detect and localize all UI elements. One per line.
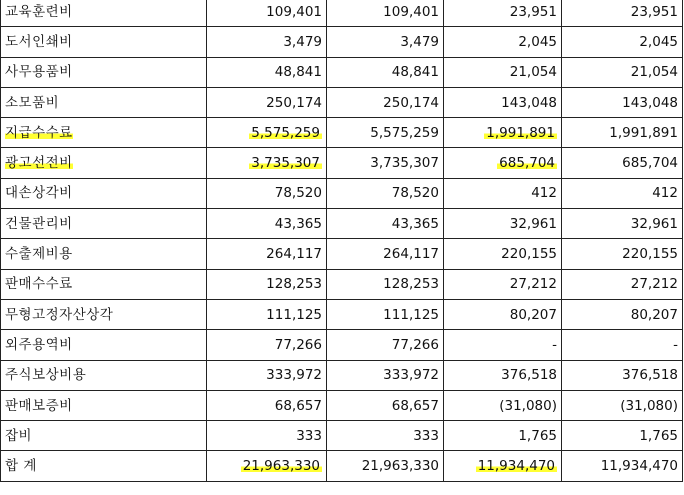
cell-value: 333 bbox=[413, 427, 439, 444]
value-cell bbox=[207, 421, 327, 451]
table-row bbox=[1, 27, 683, 57]
row-label-cell bbox=[1, 209, 207, 239]
value-cell bbox=[207, 87, 327, 117]
cell-value: 143,048 bbox=[501, 94, 557, 111]
value-cell bbox=[327, 330, 444, 360]
cell-value: 3,479 bbox=[283, 33, 322, 50]
row-label-cell bbox=[1, 118, 207, 148]
value-cell bbox=[562, 87, 683, 117]
value-cell bbox=[327, 390, 444, 420]
cell-value: 27,212 bbox=[509, 276, 557, 293]
value-cell bbox=[327, 87, 444, 117]
cell-value: 143,048 bbox=[622, 94, 678, 111]
table-row bbox=[1, 421, 683, 451]
cell-value: 1,991,891 bbox=[609, 124, 678, 141]
value-cell bbox=[327, 209, 444, 239]
row-label: 사무용품비 bbox=[5, 64, 73, 81]
value-cell bbox=[562, 0, 683, 27]
value-cell bbox=[327, 360, 444, 390]
value-cell bbox=[562, 299, 683, 329]
row-label: 판매수수료 bbox=[5, 276, 73, 293]
cell-value: (31,080) bbox=[499, 397, 557, 414]
value-cell bbox=[327, 27, 444, 57]
cell-value: 412 bbox=[531, 185, 557, 202]
cell-value: 685,704 bbox=[622, 155, 678, 172]
table-row bbox=[1, 209, 683, 239]
table-row bbox=[1, 330, 683, 360]
value-cell bbox=[327, 148, 444, 178]
value-cell bbox=[207, 148, 327, 178]
cell-value: 1,765 bbox=[518, 427, 557, 444]
value-cell bbox=[562, 421, 683, 451]
value-cell bbox=[444, 27, 562, 57]
value-cell bbox=[327, 178, 444, 208]
row-label: 잡비 bbox=[5, 427, 33, 444]
row-label-cell bbox=[1, 178, 207, 208]
row-label-cell bbox=[1, 421, 207, 451]
row-label-cell bbox=[1, 27, 207, 57]
value-cell bbox=[207, 390, 327, 420]
value-cell bbox=[444, 239, 562, 269]
cell-value: 21,963,330 bbox=[242, 458, 320, 475]
cell-value: 80,207 bbox=[509, 306, 557, 323]
cell-value: 5,575,259 bbox=[370, 124, 439, 141]
cell-value: 48,841 bbox=[274, 64, 322, 81]
value-cell bbox=[444, 178, 562, 208]
value-cell bbox=[562, 451, 683, 481]
cell-value: 32,961 bbox=[509, 215, 557, 232]
value-cell bbox=[562, 209, 683, 239]
row-label: 건물관리비 bbox=[5, 215, 73, 232]
cell-value: 111,125 bbox=[266, 306, 322, 323]
value-cell bbox=[207, 0, 327, 27]
value-cell bbox=[207, 269, 327, 299]
table-row bbox=[1, 87, 683, 117]
expense-table-body bbox=[1, 0, 683, 481]
table-row bbox=[1, 390, 683, 420]
value-cell bbox=[327, 118, 444, 148]
cell-value: 80,207 bbox=[630, 306, 678, 323]
value-cell bbox=[327, 269, 444, 299]
cell-value: 43,365 bbox=[391, 215, 439, 232]
value-cell bbox=[444, 330, 562, 360]
value-cell bbox=[327, 57, 444, 87]
value-cell bbox=[562, 118, 683, 148]
cell-value: 32,961 bbox=[630, 215, 678, 232]
value-cell bbox=[562, 148, 683, 178]
value-cell bbox=[327, 0, 444, 27]
cell-value: 23,951 bbox=[509, 3, 557, 20]
cell-value: 376,518 bbox=[501, 367, 557, 384]
cell-value: 78,520 bbox=[391, 185, 439, 202]
table-row bbox=[1, 451, 683, 481]
cell-value: 21,963,330 bbox=[361, 458, 439, 475]
cell-value: 128,253 bbox=[383, 276, 439, 293]
value-cell bbox=[444, 269, 562, 299]
cell-value: 264,117 bbox=[383, 246, 439, 263]
table-row bbox=[1, 57, 683, 87]
cell-value: 77,266 bbox=[391, 336, 439, 353]
value-cell bbox=[444, 390, 562, 420]
value-cell bbox=[444, 118, 562, 148]
value-cell bbox=[207, 178, 327, 208]
table-row bbox=[1, 118, 683, 148]
cell-value: 3,479 bbox=[400, 33, 439, 50]
value-cell bbox=[327, 421, 444, 451]
cell-value: 3,735,307 bbox=[251, 155, 320, 172]
cell-value: 77,266 bbox=[274, 336, 322, 353]
value-cell bbox=[327, 451, 444, 481]
row-label: 광고선전비 bbox=[5, 155, 73, 172]
cell-value: 68,657 bbox=[274, 397, 322, 414]
row-label-cell bbox=[1, 269, 207, 299]
value-cell bbox=[562, 269, 683, 299]
cell-value: 1,765 bbox=[639, 427, 678, 444]
value-cell bbox=[444, 299, 562, 329]
cell-value: 250,174 bbox=[383, 94, 439, 111]
value-cell bbox=[207, 330, 327, 360]
row-label: 수출제비용 bbox=[5, 246, 73, 263]
row-label-cell bbox=[1, 451, 207, 481]
cell-value: 5,575,259 bbox=[251, 124, 320, 141]
table-row bbox=[1, 239, 683, 269]
cell-value: 3,735,307 bbox=[370, 155, 439, 172]
value-cell bbox=[562, 239, 683, 269]
row-label: 외주용역비 bbox=[5, 336, 73, 353]
table-row bbox=[1, 0, 683, 27]
value-cell bbox=[207, 239, 327, 269]
cell-value: 23,951 bbox=[630, 3, 678, 20]
cell-value: 685,704 bbox=[499, 155, 555, 172]
value-cell bbox=[444, 451, 562, 481]
cell-value: 109,401 bbox=[266, 3, 322, 20]
value-cell bbox=[444, 0, 562, 27]
value-cell bbox=[562, 178, 683, 208]
value-cell bbox=[207, 299, 327, 329]
cell-value: 68,657 bbox=[391, 397, 439, 414]
value-cell bbox=[562, 57, 683, 87]
cell-value: 412 bbox=[652, 185, 678, 202]
value-cell bbox=[327, 299, 444, 329]
row-label: 판매보증비 bbox=[5, 397, 73, 414]
cell-value: 11,934,470 bbox=[600, 458, 678, 475]
value-cell bbox=[444, 421, 562, 451]
row-label: 합 계 bbox=[5, 458, 37, 475]
row-label-cell bbox=[1, 360, 207, 390]
value-cell bbox=[444, 148, 562, 178]
row-label-cell bbox=[1, 330, 207, 360]
row-label: 교육훈련비 bbox=[5, 3, 73, 20]
cell-value: 2,045 bbox=[518, 33, 557, 50]
cell-value: 21,054 bbox=[630, 64, 678, 81]
table-row bbox=[1, 299, 683, 329]
value-cell bbox=[207, 209, 327, 239]
row-label: 대손상각비 bbox=[5, 185, 73, 202]
value-cell bbox=[207, 451, 327, 481]
cell-value: 220,155 bbox=[622, 246, 678, 263]
row-label-cell bbox=[1, 57, 207, 87]
value-cell bbox=[562, 360, 683, 390]
value-cell bbox=[444, 57, 562, 87]
cell-value: 2,045 bbox=[639, 33, 678, 50]
value-cell bbox=[207, 57, 327, 87]
cell-value: 111,125 bbox=[383, 306, 439, 323]
table-row bbox=[1, 178, 683, 208]
cell-value: 264,117 bbox=[266, 246, 322, 263]
cell-value: 48,841 bbox=[391, 64, 439, 81]
cell-value: 333,972 bbox=[266, 367, 322, 384]
cell-value: 1,991,891 bbox=[486, 124, 555, 141]
cell-value: 250,174 bbox=[266, 94, 322, 111]
value-cell bbox=[444, 87, 562, 117]
value-cell bbox=[562, 27, 683, 57]
cell-value: 333 bbox=[296, 427, 322, 444]
row-label: 무형고정자산상각 bbox=[5, 306, 114, 323]
cell-value: 376,518 bbox=[622, 367, 678, 384]
table-row bbox=[1, 360, 683, 390]
row-label-cell bbox=[1, 239, 207, 269]
row-label: 도서인쇄비 bbox=[5, 33, 73, 50]
value-cell bbox=[207, 360, 327, 390]
value-cell bbox=[207, 27, 327, 57]
value-cell bbox=[207, 118, 327, 148]
row-label-cell bbox=[1, 148, 207, 178]
table-row bbox=[1, 269, 683, 299]
row-label-cell bbox=[1, 0, 207, 27]
cell-value: 128,253 bbox=[266, 276, 322, 293]
cell-value: 11,934,470 bbox=[477, 458, 555, 475]
table-row bbox=[1, 148, 683, 178]
cell-value: 109,401 bbox=[383, 3, 439, 20]
value-cell bbox=[444, 209, 562, 239]
cell-value: (31,080) bbox=[620, 397, 678, 414]
row-label-cell bbox=[1, 299, 207, 329]
cell-value: - bbox=[673, 336, 678, 353]
row-label-cell bbox=[1, 390, 207, 420]
cell-value: 78,520 bbox=[274, 185, 322, 202]
value-cell bbox=[562, 330, 683, 360]
value-cell bbox=[444, 360, 562, 390]
row-label-cell bbox=[1, 87, 207, 117]
value-cell bbox=[327, 239, 444, 269]
cell-value: 220,155 bbox=[501, 246, 557, 263]
cell-value: - bbox=[552, 336, 557, 353]
cell-value: 27,212 bbox=[630, 276, 678, 293]
cell-value: 43,365 bbox=[274, 215, 322, 232]
cell-value: 21,054 bbox=[509, 64, 557, 81]
row-label: 주식보상비용 bbox=[5, 367, 87, 384]
row-label: 소모품비 bbox=[5, 94, 60, 111]
row-label: 지급수수료 bbox=[5, 124, 73, 141]
value-cell bbox=[562, 390, 683, 420]
cell-value: 333,972 bbox=[383, 367, 439, 384]
